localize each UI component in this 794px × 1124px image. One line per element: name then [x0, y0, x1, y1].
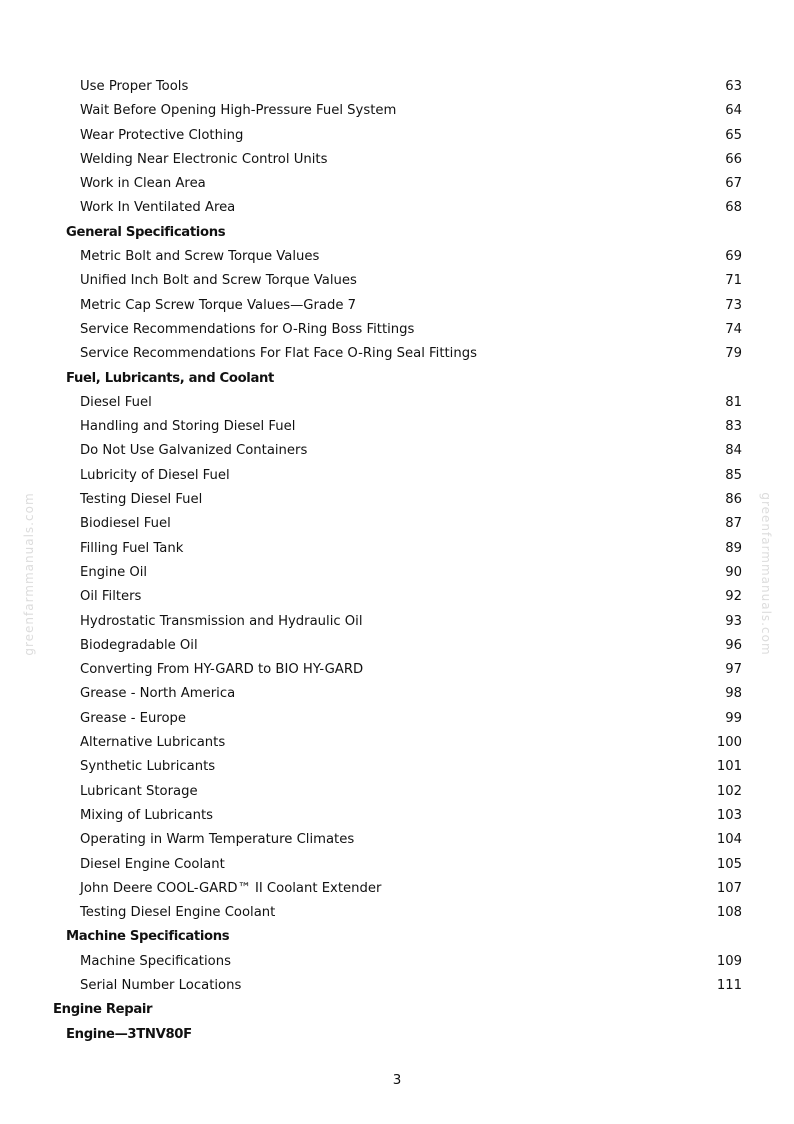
toc-entry[interactable] — [0, 561, 794, 585]
toc-entry[interactable] — [0, 901, 794, 925]
toc-entry-title: Unified Inch Bolt and Screw Torque Values — [80, 273, 357, 289]
toc-entry[interactable] — [0, 415, 794, 439]
toc-entry-page: 84 — [725, 443, 742, 459]
toc-entry-page: 69 — [725, 249, 742, 265]
toc-entry-page: 98 — [725, 686, 742, 702]
toc-entry-page: 107 — [716, 880, 742, 896]
toc-entry-title: Mixing of Lubricants — [80, 807, 213, 823]
toc-entry-title: Alternative Lubricants — [80, 735, 226, 751]
toc-entry-title: Operating in Warm Temperature Climates — [80, 832, 355, 848]
toc-entry[interactable] — [0, 974, 794, 998]
toc-entry-page: 64 — [725, 103, 742, 119]
toc-entry[interactable] — [0, 610, 794, 634]
toc-entry-title: Metric Cap Screw Torque Values—Grade 7 — [80, 297, 357, 313]
toc-entry-page: 68 — [725, 200, 742, 216]
toc-entry-page: 104 — [716, 832, 742, 848]
toc-entry-page: 111 — [716, 977, 742, 993]
toc-entry-title: Serial Number Locations — [80, 977, 242, 993]
toc-entry-title: Hydrostatic Transmission and Hydraulic Oil — [80, 613, 363, 629]
toc-entry-title: Work in Clean Area — [80, 176, 206, 192]
toc-section-heading[interactable] — [0, 998, 794, 1022]
toc-entry[interactable] — [0, 391, 794, 415]
toc-entry[interactable] — [0, 828, 794, 852]
toc-entry[interactable] — [0, 488, 794, 512]
toc-entry-page: 81 — [725, 394, 742, 410]
toc-entry-title: Machine Specifications — [66, 929, 230, 945]
toc-entry-title: Wait Before Opening High-Pressure Fuel System — [80, 103, 397, 119]
toc-entry[interactable] — [0, 464, 794, 488]
page-number: 3 — [392, 1072, 402, 1088]
toc-entry[interactable] — [0, 634, 794, 658]
toc-entry-page: 74 — [725, 321, 742, 337]
toc-entry-title: Testing Diesel Engine Coolant — [80, 905, 276, 921]
toc-entry-page: 71 — [725, 273, 742, 289]
toc-entry-page: 89 — [725, 540, 742, 556]
toc-entry-page: 96 — [725, 637, 742, 653]
toc-entry-title: Engine—3TNV80F — [66, 1026, 192, 1042]
toc-entry[interactable] — [0, 148, 794, 172]
toc-entry-page: 92 — [725, 589, 742, 605]
toc-entry-page: 108 — [716, 905, 742, 921]
toc-entry-title: Synthetic Lubricants — [80, 759, 216, 775]
toc-entry[interactable] — [0, 682, 794, 706]
toc-entry[interactable] — [0, 853, 794, 877]
toc-entry[interactable] — [0, 245, 794, 269]
watermark-right: greenfarmmanuals.com — [759, 492, 773, 656]
toc-entry-title: Fuel, Lubricants, and Coolant — [66, 370, 274, 386]
toc-entry-page: 99 — [725, 710, 742, 726]
toc-entry-title: Engine Repair — [53, 1002, 153, 1018]
toc-entry-page: 101 — [716, 759, 742, 775]
toc-entry[interactable] — [0, 318, 794, 342]
toc-entry-title: Biodiesel Fuel — [80, 516, 171, 532]
toc-entry-page: 63 — [725, 79, 742, 94]
toc-entry-page: 103 — [716, 807, 742, 823]
toc-section-heading[interactable] — [0, 221, 794, 245]
toc-entry[interactable] — [0, 804, 794, 828]
toc-entry-page: 90 — [725, 564, 742, 580]
toc-entry-title: Filling Fuel Tank — [80, 540, 184, 556]
toc-entry-page: 66 — [725, 151, 742, 167]
toc-entry-title: Machine Specifications — [80, 953, 231, 969]
toc-entry-page: 100 — [716, 735, 742, 751]
toc-entry-page: 93 — [725, 613, 742, 629]
toc-entry-page: 85 — [725, 467, 742, 483]
toc-entry-title: Welding Near Electronic Control Units — [80, 151, 328, 167]
toc-entry[interactable] — [0, 342, 794, 366]
toc-section-heading[interactable] — [0, 367, 794, 391]
toc-entry[interactable] — [0, 537, 794, 561]
toc-entry-page: 67 — [725, 176, 742, 192]
toc-section-heading[interactable] — [0, 925, 794, 949]
toc-entry-title: Wear Protective Clothing — [80, 127, 244, 143]
toc-entry[interactable] — [0, 294, 794, 318]
toc-entry-title: Service Recommendations For Flat Face O-Ring Seal Fittings — [80, 346, 477, 362]
toc-entry[interactable] — [0, 877, 794, 901]
toc-entry-page: 97 — [725, 662, 742, 678]
toc-entry-title: John Deere COOL-GARD™ II Coolant Extender — [80, 880, 382, 896]
toc-entry-page: 109 — [716, 953, 742, 969]
watermark-left: greenfarmmanuals.com — [22, 492, 36, 656]
toc-entry-title: Diesel Engine Coolant — [80, 856, 225, 872]
toc-entry[interactable] — [0, 755, 794, 779]
toc-entry[interactable] — [0, 75, 794, 99]
toc-entry[interactable] — [0, 658, 794, 682]
toc-entry-title: Converting From HY-GARD to BIO HY-GARD — [80, 662, 364, 678]
toc-entry-title: Grease - North America — [80, 686, 236, 702]
toc-entry-page: 102 — [716, 783, 742, 799]
toc-entry-title: Do Not Use Galvanized Containers — [80, 443, 308, 459]
toc-entry-title: Biodegradable Oil — [80, 637, 198, 653]
toc-entry[interactable] — [0, 707, 794, 731]
toc-entry[interactable] — [0, 780, 794, 804]
toc-entry-title: Lubricant Storage — [80, 783, 198, 799]
toc-entry[interactable] — [0, 512, 794, 536]
toc-entry-page: 86 — [725, 492, 742, 508]
toc-entry-title: Service Recommendations for O-Ring Boss Fittings — [80, 321, 415, 337]
toc-entry[interactable] — [0, 99, 794, 123]
toc-entry-title: General Specifications — [66, 224, 226, 240]
toc-entry[interactable] — [0, 269, 794, 293]
toc-entry[interactable] — [0, 172, 794, 196]
toc-section-heading[interactable] — [0, 1023, 794, 1047]
toc-entry-title: Metric Bolt and Screw Torque Values — [80, 249, 320, 265]
toc-entry-title: Diesel Fuel — [80, 394, 152, 410]
toc-entry-page: 83 — [725, 419, 742, 435]
toc-entry-title: Lubricity of Diesel Fuel — [80, 467, 230, 483]
toc-entry-title: Engine Oil — [80, 564, 148, 580]
toc-entry[interactable] — [0, 585, 794, 609]
toc-entry[interactable] — [0, 124, 794, 148]
toc-entry-page: 65 — [725, 127, 742, 143]
table-of-contents — [0, 75, 794, 1047]
toc-entry-page: 87 — [725, 516, 742, 532]
toc-entry-page: 105 — [716, 856, 742, 872]
toc-entry[interactable] — [0, 439, 794, 463]
toc-entry-title: Oil Filters — [80, 589, 142, 605]
toc-entry-page: 79 — [725, 346, 742, 362]
toc-entry-title: Testing Diesel Fuel — [80, 492, 203, 508]
toc-entry-title: Work In Ventilated Area — [80, 200, 236, 216]
toc-entry[interactable] — [0, 196, 794, 220]
toc-entry[interactable] — [0, 950, 794, 974]
toc-entry-title: Grease - Europe — [80, 710, 187, 726]
toc-entry-page: 73 — [725, 297, 742, 313]
toc-entry-title: Handling and Storing Diesel Fuel — [80, 419, 296, 435]
toc-entry-title: Use Proper Tools — [80, 79, 189, 94]
toc-entry[interactable] — [0, 731, 794, 755]
